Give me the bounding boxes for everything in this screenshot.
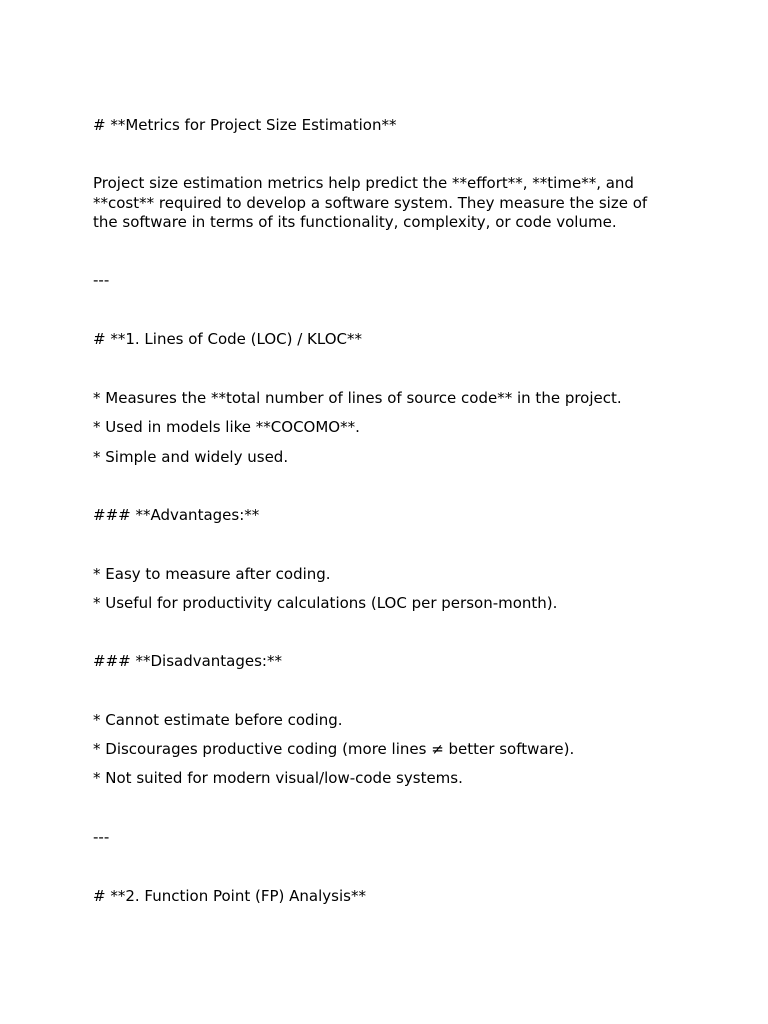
separator: --- (93, 828, 110, 846)
intro-line: **cost** required to develop a software system. They measure the size of (93, 193, 648, 212)
section-heading-loc: # **1. Lines of Code (LOC) / KLOC** (93, 330, 362, 348)
bullet-item: * Simple and widely used. (93, 448, 289, 466)
disadvantage-item: * Discourages productive coding (more lines ≠ better software). (93, 740, 575, 758)
disadvantage-item: * Cannot estimate before coding. (93, 711, 343, 729)
intro-line: the software in terms of its functionality, complexity, or code volume. (93, 213, 617, 231)
intro-paragraph (93, 174, 673, 233)
separator: --- (93, 271, 110, 289)
disadvantage-item: * Not suited for modern visual/low-code systems. (93, 769, 463, 787)
bullet-item: * Measures the **total number of lines of source code** in the project. (93, 389, 622, 407)
disadvantages-heading: ### **Disadvantages:** (93, 652, 282, 670)
intro-line: Project size estimation metrics help predict the **effort**, **time**, and (93, 174, 634, 192)
advantage-item: * Useful for productivity calculations (LOC per person-month). (93, 594, 558, 612)
advantage-item: * Easy to measure after coding. (93, 565, 331, 583)
document-title: # **Metrics for Project Size Estimation** (93, 116, 397, 134)
advantages-heading: ### **Advantages:** (93, 506, 260, 524)
section-heading-fp: # **2. Function Point (FP) Analysis** (93, 887, 366, 905)
bullet-item: * Used in models like **COCOMO**. (93, 418, 360, 436)
